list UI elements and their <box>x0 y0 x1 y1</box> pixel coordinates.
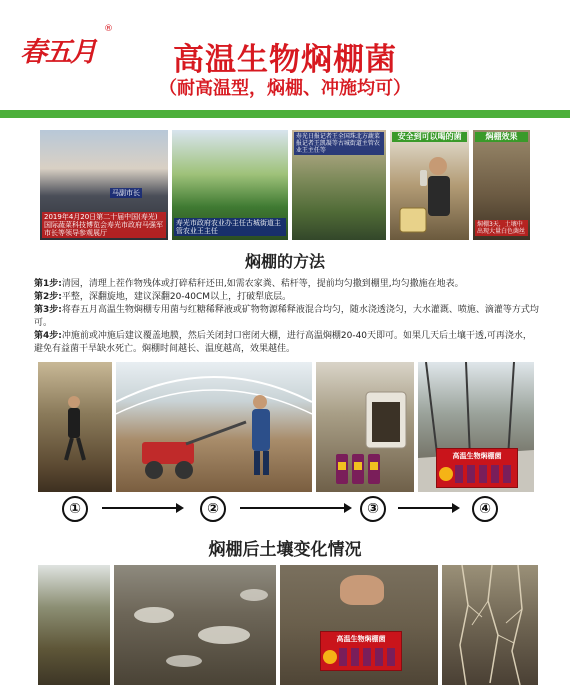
product-box <box>320 631 402 671</box>
step-1 <box>34 278 539 291</box>
thumbs-up-icon <box>439 467 453 481</box>
product-label: 高温生物焖棚菌 <box>336 635 386 643</box>
photo-tag: 马副市长 <box>112 189 140 197</box>
photo-soil-in-hand <box>280 565 438 685</box>
section-title-method: 焖棚的方法 <box>244 252 325 271</box>
mycelium-illustration <box>114 565 276 685</box>
process-sequence <box>0 496 570 522</box>
step-label: 第4步: <box>34 331 62 341</box>
worker-illustration <box>38 362 112 492</box>
photo-roots <box>442 565 538 685</box>
arrow-right-icon <box>398 507 458 509</box>
product-bottles-icon <box>455 465 515 485</box>
header <box>0 0 570 110</box>
product-bottles-icon <box>339 648 399 668</box>
step-label: 第2步: <box>34 292 62 302</box>
step-label: 第3步: <box>34 305 62 315</box>
registered-mark: ® <box>104 24 113 34</box>
step-number-3: ③ <box>360 496 386 522</box>
photo-caption: 寿光日报记者王全国珠北方蔬菜报记者王凯凝等古城街道主管农业王主任等 <box>294 132 384 155</box>
step-number-4: ④ <box>472 496 498 522</box>
step-text: 平整，深翻旋地，建议深翻20-40CM以上，打破犁底层。 <box>61 292 292 302</box>
thumbs-up-icon <box>323 650 337 664</box>
step-2 <box>34 291 539 304</box>
step-text: 清园，清理上茬作物残体或打碎秸秆还田,如需农家粪、秸杆等，提前均匀撒到棚里,均匀撒施在地表。 <box>61 279 464 289</box>
photo-banner: 安全到可以喝的菌 <box>392 132 467 142</box>
photo-covered-greenhouse <box>418 362 534 492</box>
photo-caption: 焖棚3天，土壤中出现大量白色菌丝 <box>475 220 528 236</box>
step-number-2: ② <box>200 496 226 522</box>
page-title: 高温生物焖棚菌 <box>173 42 397 78</box>
product-label: 高温生物焖棚菌 <box>452 452 502 460</box>
page-subtitle: （耐高温型，焖棚、冲施均可） <box>159 78 411 99</box>
top-photo-strip <box>40 130 530 240</box>
photo-greenhouse-officials <box>172 130 288 240</box>
greenhouse-tiller-illustration <box>116 362 312 492</box>
step-label: 第1步: <box>34 279 62 289</box>
header-divider-band <box>0 110 570 118</box>
photo-caption: 2019年4月20日第二十届中国(寿光)国际蔬菜科技博览会寿光市政府马强军市长等领导参观展厅 <box>42 212 166 238</box>
logo-text: 春五月 <box>20 37 95 68</box>
drinking-person-illustration <box>390 130 469 240</box>
arrow-right-icon <box>102 507 182 509</box>
photo-white-mycelium <box>114 565 276 685</box>
photo-soil-surface <box>38 565 110 685</box>
bottles-illustration <box>316 362 414 492</box>
product-box <box>436 448 518 488</box>
photo-mixing-bottles <box>316 362 414 492</box>
step-4 <box>34 330 539 356</box>
photo-caption: 寿光市政府农业办主任古城街道主管农业王主任 <box>174 218 286 236</box>
step-number-1: ① <box>62 496 88 522</box>
process-photo-strip <box>38 362 538 492</box>
photo-result <box>473 130 530 240</box>
hand-illustration <box>340 575 384 605</box>
photo-safe-to-drink <box>390 130 469 240</box>
photo-reporters <box>292 130 386 240</box>
photo-expo-visit <box>40 130 168 240</box>
step-3 <box>34 304 539 330</box>
photo-banner: 焖棚效果 <box>475 132 528 142</box>
step-text: 将春五月高温生物焖棚专用菌与红糖稀释液或矿物物源稀释液混合均匀，随水浇透浇匀，大水灌溉、喷施、滴灌等方式均可。 <box>34 305 539 328</box>
roots-illustration <box>442 565 538 685</box>
soil-photo-strip <box>38 565 538 685</box>
arrow-right-icon <box>240 507 350 509</box>
photo-tilling <box>116 362 312 492</box>
step-text: 冲施前或冲施后建议覆盖地膜，然后关闭封口密闭大棚，进行高温焖棚20-40天即可。如果几天后土壤干透,可再浇水，避免有益菌干旱缺水死亡。焖棚时间越长、温度越高，效果越佳。 <box>34 331 532 354</box>
method-steps <box>34 278 539 356</box>
photo-clearing-field <box>38 362 112 492</box>
section-title-soil: 焖棚后土壤变化情况 <box>208 540 362 560</box>
